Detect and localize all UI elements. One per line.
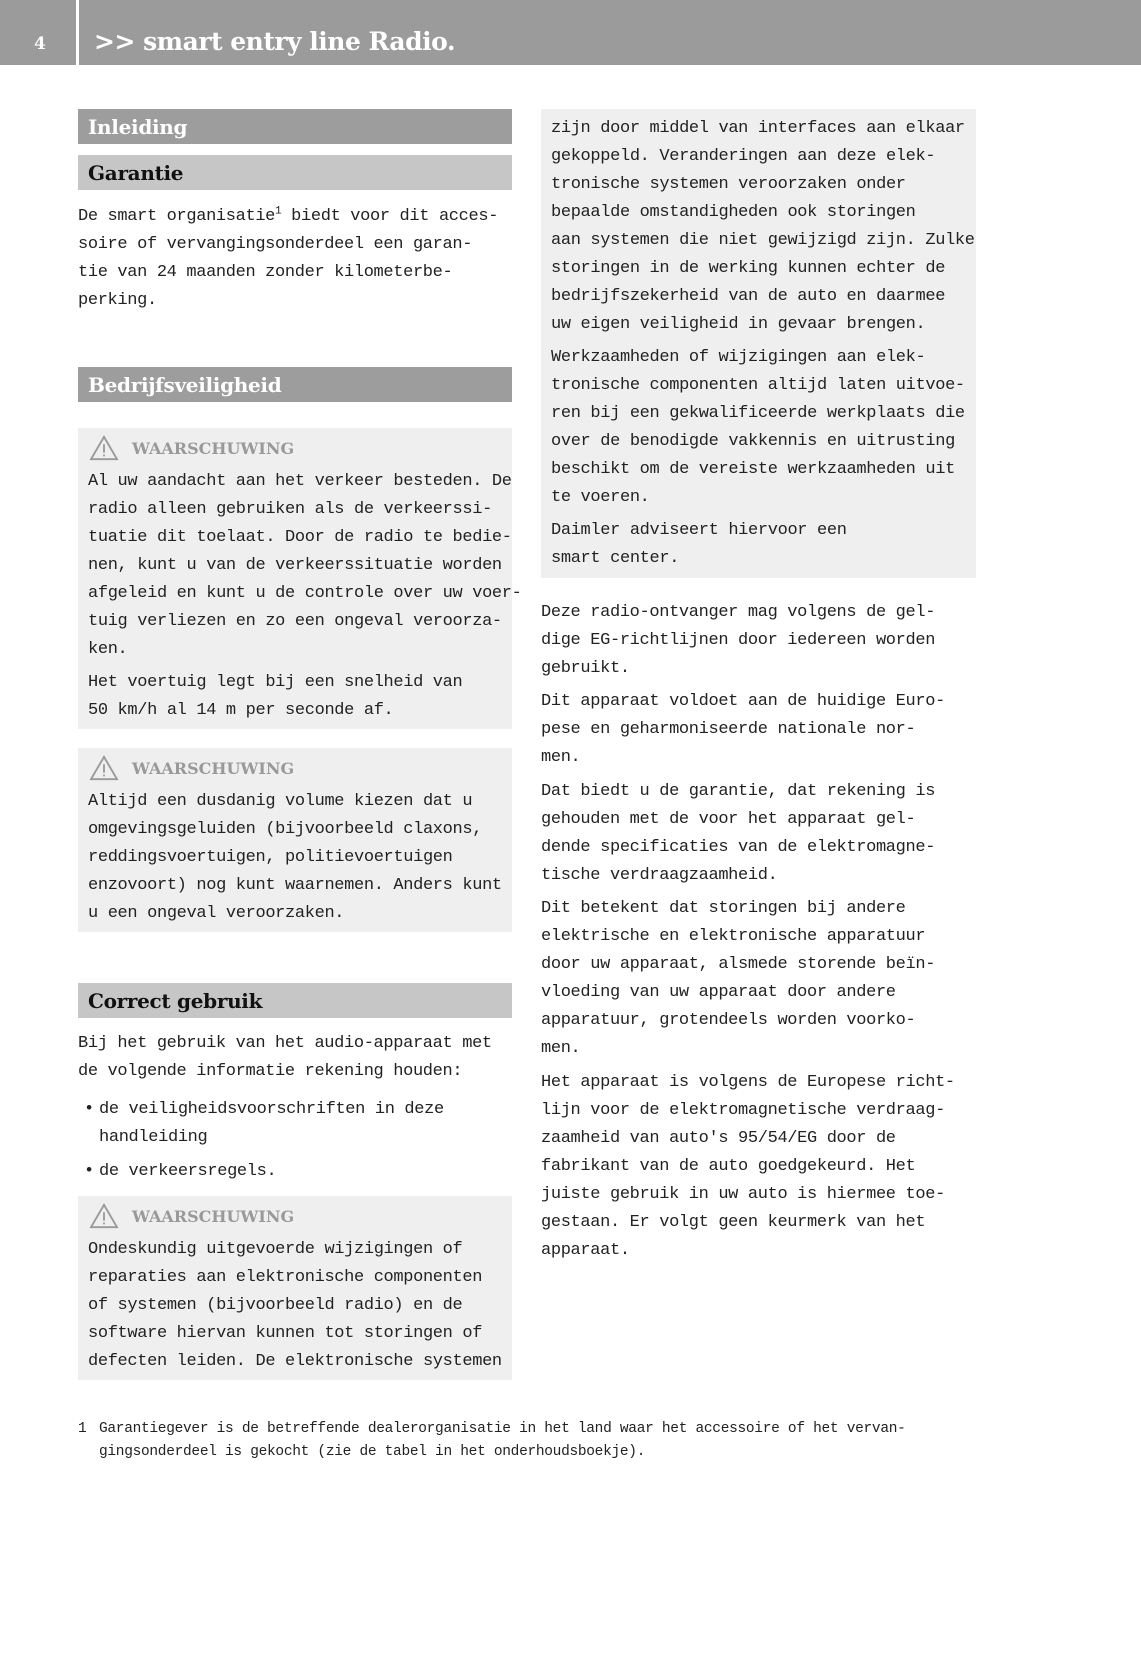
warning-text: Werkzaamheden of wijzigingen aan elek- tronische componenten altijd laten uitvoe- ren bij een gekwalificeerde werkplaats die over de benodigde vakkennis en uitrusting beschikt om de vereiste werkzaamheden uit te voeren.	[551, 348, 965, 507]
bullet-marker: •	[84, 1162, 94, 1181]
warning-triangle-icon	[88, 755, 120, 781]
paragraph: Deze radio-ontvanger mag volgens de gel- dige EG-richtlijnen door iedereen worden gebruikt.	[541, 603, 936, 678]
bullet-item: de verkeersregels.	[99, 1162, 277, 1181]
correct-gebruik-text: Bij het gebruik van het audio-apparaat met de volgende informatie rekening houden:	[78, 1034, 492, 1081]
warning-label: WAARSCHUWING	[132, 1206, 295, 1226]
footnote-marker: 1	[78, 1421, 87, 1437]
paragraph: Dat biedt u de garantie, dat rekening is gehouden met de voor het apparaat gel- dende specificaties van de elektromagne- tische verdraagzaamheid.	[541, 782, 936, 885]
warning-text: Al uw aandacht aan het verkeer besteden. De radio alleen gebruiken als de verkeerssi- tuatie dit toelaat. Door de radio te bedie- nen, kunt u van de verkeerssituatie worden afgeleid en kunt u de controle over uw voer- tuig verliezen en zo een ongeval veroorza- ken.	[88, 472, 522, 659]
warning-text: zijn door middel van interfaces aan elkaar gekoppeld. Veranderingen aan deze elek- tronische systemen veroorzaken onder bepaalde omstandigheden ook storingen aan systemen die niet gewijzigd zijn. Zulke storingen in de werking kunnen echter de bedrijfszekerheid van de auto en daarmee uw eigen veiligheid in gevaar brengen.	[551, 119, 975, 334]
warning-box-3	[78, 1196, 512, 1380]
footnote-text: Garantiegever is de betreffende dealerorganisatie in het land waar het accessoire of het vervan- gingsonderdeel is gekocht (zie de tabel in het onderhoudsboekje).	[99, 1421, 906, 1460]
warning-text: Altijd een dusdanig volume kiezen dat u omgevingsgeluiden (bijvoorbeeld claxons, reddingsvoertuigen, politievoertuigen enzovoort) nog kunt waarnemen. Anders kunt u een ongeval veroorzaken.	[88, 792, 502, 923]
warning-box-3-continued	[541, 109, 976, 578]
warning-label: WAARSCHUWING	[132, 438, 295, 458]
chapter-title: >> smart entry line Radio.	[94, 27, 456, 56]
warning-triangle-icon	[88, 435, 120, 461]
warning-header	[88, 754, 502, 782]
bullet-item: de veiligheidsvoorschriften in deze handleiding	[99, 1100, 444, 1147]
header-divider	[76, 0, 79, 65]
page-header	[0, 0, 1141, 65]
subsection-heading-garantie: Garantie	[78, 155, 512, 190]
warning-label: WAARSCHUWING	[132, 758, 295, 778]
warning-triangle-icon	[88, 1203, 120, 1229]
section-heading-inleiding: Inleiding	[78, 109, 512, 144]
warning-box-2	[78, 748, 512, 932]
garantie-text: De smart organisatie	[78, 207, 276, 226]
warning-header	[88, 1202, 502, 1230]
warning-text: Ondeskundig uitgevoerde wijzigingen of reparaties aan elektronische componenten of systemen (bijvoorbeeld radio) en de software hiervan kunnen tot storingen of defecten leiden. De elektronische systemen	[88, 1240, 502, 1371]
bullet-marker: •	[84, 1100, 94, 1119]
page-number: 4	[34, 34, 46, 54]
subsection-heading-correct-gebruik: Correct gebruik	[78, 983, 512, 1018]
warning-text: Het voertuig legt bij een snelheid van 50 km/h al 14 m per seconde af.	[88, 673, 463, 720]
paragraph: Dit betekent dat storingen bij andere elektrische en elektronische apparatuur door uw apparaat, alsmede storende beïn- vloeding van uw apparaat door andere apparatuur, grotendeels worden voorko- men.	[541, 899, 936, 1058]
warning-text: Daimler adviseert hiervoor een smart center.	[551, 521, 847, 568]
paragraph: Dit apparaat voldoet aan de huidige Euro- pese en geharmoniseerde nationale nor- men.	[541, 692, 945, 767]
warning-header	[88, 434, 502, 462]
warning-box-1	[78, 428, 522, 729]
footnote-ref[interactable]: 1	[275, 205, 282, 218]
section-heading-bedrijfsveiligheid: Bedrijfsveiligheid	[78, 367, 512, 402]
garantie-text-cont: biedt voor dit acces- soire of vervangingsonderdeel een garan- tie van 24 maanden zonder kilometerbe- perking.	[78, 207, 499, 310]
paragraph: Het apparaat is volgens de Europese richt- lijn voor de elektromagnetische verdraag- zaamheid van auto's 95/54/EG door de fabrikant van de auto goedgekeurd. Het juiste gebruik in uw auto is hiermee toe- gestaan. Er volgt geen keurmerk van het apparaat.	[541, 1073, 955, 1260]
garantie-paragraph	[78, 203, 498, 315]
